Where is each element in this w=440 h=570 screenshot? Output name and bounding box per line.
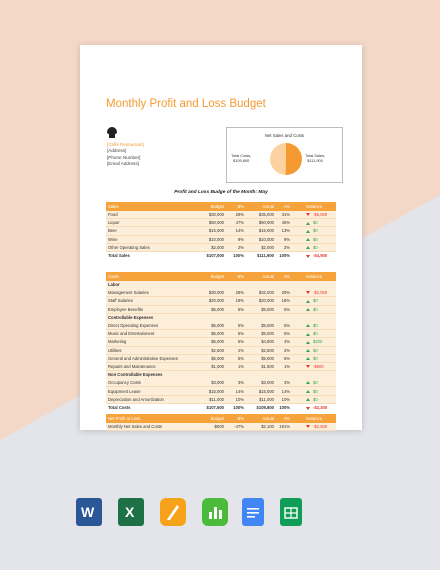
table-row xyxy=(106,297,336,305)
row-budget-pct: 28% xyxy=(226,211,246,219)
table-row xyxy=(106,403,336,411)
table-row xyxy=(106,423,336,431)
table-row xyxy=(106,395,336,403)
row-budget-pct: 19% xyxy=(226,297,246,305)
row-label: Music and Entertainment xyxy=(106,330,196,338)
header-actual: Actual xyxy=(246,202,276,211)
numbers-icon[interactable] xyxy=(202,498,228,526)
row-variance: -$4,900 xyxy=(292,251,336,259)
row-budget-pct: 47% xyxy=(226,219,246,227)
header-label: Sales xyxy=(106,202,196,211)
row-label: Liquor xyxy=(106,219,196,227)
row-budget: $107,000 xyxy=(196,251,226,259)
row-budget-pct: 5% xyxy=(226,330,246,338)
arrow-up-icon xyxy=(306,381,310,384)
chart-label-sales: Total Sales, $111,900 xyxy=(305,153,326,163)
row-budget: $5,000 xyxy=(196,321,226,329)
arrow-down-icon xyxy=(306,213,310,216)
row-label: Food xyxy=(106,211,196,219)
header-budget-pct: B% xyxy=(226,414,246,423)
row-actual-pct: 29% xyxy=(276,289,292,297)
header-variance: Variance xyxy=(292,272,336,281)
row-actual: $15,000 xyxy=(246,227,276,235)
header-budget-pct: B% xyxy=(226,202,246,211)
row-budget: $20,000 xyxy=(196,297,226,305)
row-budget: $2,000 xyxy=(196,243,226,251)
row-actual: $5,000 xyxy=(246,305,276,313)
table-row xyxy=(106,219,336,227)
row-actual-pct: 2% xyxy=(276,346,292,354)
header-label: Net Profit or Loss xyxy=(106,414,196,423)
row-actual: $5,000 xyxy=(246,330,276,338)
header-budget: Budget xyxy=(196,272,226,281)
row-variance: $0 xyxy=(292,227,336,235)
row-actual-pct: 3% xyxy=(276,379,292,387)
table-row xyxy=(106,362,336,370)
row-label: Monthly Net Sales and Costs xyxy=(106,423,196,431)
row-label: Direct Operating Expenses xyxy=(106,321,196,329)
app-icons xyxy=(76,498,366,528)
table-row xyxy=(106,330,336,338)
row-label: Management Salaries xyxy=(106,289,196,297)
row-label: Equipment Lease xyxy=(106,387,196,395)
table-row xyxy=(106,387,336,395)
row-actual: $5,000 xyxy=(246,354,276,362)
chef-hat-icon xyxy=(107,127,117,139)
arrow-up-icon xyxy=(306,238,310,241)
arrow-up-icon xyxy=(306,222,310,225)
row-label: Total Costs xyxy=(106,403,196,411)
section-label: Non Controllable Expenses xyxy=(106,371,336,379)
arrow-up-icon xyxy=(306,324,310,327)
arrow-up-icon xyxy=(306,300,310,303)
row-variance: $0 xyxy=(292,346,336,354)
arrow-down-icon xyxy=(306,291,310,294)
row-variance: -$500 xyxy=(292,362,336,370)
google-docs-icon[interactable] xyxy=(242,498,264,526)
row-actual-pct: 5% xyxy=(276,354,292,362)
arrow-up-icon xyxy=(306,308,310,311)
row-budget: $2,500 xyxy=(196,346,226,354)
row-actual-pct: 5% xyxy=(276,330,292,338)
row-budget-pct: 1% xyxy=(226,362,246,370)
row-label: Wine xyxy=(106,235,196,243)
pie-slice-sales xyxy=(286,143,302,175)
row-budget: $11,000 xyxy=(196,395,226,403)
row-budget: $5,000 xyxy=(196,338,226,346)
row-actual-pct: 2% xyxy=(276,243,292,251)
pie-chart xyxy=(226,127,343,183)
header-actual-pct: A% xyxy=(276,202,292,211)
company-phone: [Phone Number] xyxy=(107,154,141,160)
row-actual: $11,000 xyxy=(246,395,276,403)
table-row xyxy=(106,346,336,354)
arrow-down-icon xyxy=(306,255,310,258)
row-variance: -$2,000 xyxy=(292,289,336,297)
table-row xyxy=(106,379,336,387)
row-budget: -$500 xyxy=(196,423,226,431)
row-variance: $0 xyxy=(292,379,336,387)
costs-header-row xyxy=(106,272,336,281)
arrow-up-icon xyxy=(306,341,310,344)
row-budget: $5,000 xyxy=(196,330,226,338)
row-variance: -$2,300 xyxy=(292,403,336,411)
pie-svg xyxy=(269,142,303,176)
row-budget-pct: 5% xyxy=(226,338,246,346)
row-budget-pct: 5% xyxy=(226,321,246,329)
header-budget: Budget xyxy=(196,202,226,211)
row-budget-pct: 100% xyxy=(226,251,246,259)
header-actual: Actual xyxy=(246,272,276,281)
row-variance: $0 xyxy=(292,395,336,403)
net-header-row xyxy=(106,414,336,423)
row-budget-pct: 14% xyxy=(226,227,246,235)
row-budget: $15,000 xyxy=(196,387,226,395)
company-address: [Address] xyxy=(107,148,127,154)
company-name: [Grills Restaurant] xyxy=(107,142,144,147)
row-budget-pct: -47% xyxy=(226,423,246,431)
section-label: Labor xyxy=(106,281,336,289)
row-budget: $5,000 xyxy=(196,354,226,362)
row-variance: $0 xyxy=(292,297,336,305)
row-actual-pct: 100% xyxy=(276,403,292,411)
arrow-up-icon xyxy=(306,390,310,393)
row-budget-pct: 2% xyxy=(226,243,246,251)
row-label: General and Administrative Expenses xyxy=(106,354,196,362)
header-variance: Variance xyxy=(292,202,336,211)
header-actual-pct: A% xyxy=(276,272,292,281)
row-budget: $107,500 xyxy=(196,403,226,411)
table-row xyxy=(106,211,336,219)
row-variance: $0 xyxy=(292,387,336,395)
row-variance: $0 xyxy=(292,330,336,338)
pages-icon[interactable] xyxy=(160,498,186,526)
row-actual-pct: 9% xyxy=(276,235,292,243)
table-row xyxy=(106,243,336,251)
row-actual-pct: 31% xyxy=(276,211,292,219)
row-label: Marketing xyxy=(106,338,196,346)
row-actual: $20,000 xyxy=(246,297,276,305)
row-label: Depreciation and Amortization xyxy=(106,395,196,403)
arrow-down-icon xyxy=(306,365,310,368)
row-actual: $5,000 xyxy=(246,321,276,329)
row-actual-pct: 4% xyxy=(276,338,292,346)
row-budget: $30,000 xyxy=(196,289,226,297)
arrow-down-icon xyxy=(306,407,310,410)
row-actual-pct: 100% xyxy=(276,251,292,259)
row-actual: $3,000 xyxy=(246,379,276,387)
table-row xyxy=(106,338,336,346)
section-row xyxy=(106,313,336,321)
row-actual: $111,900 xyxy=(246,251,276,259)
row-variance: $0 xyxy=(292,219,336,227)
row-actual-pct: 5% xyxy=(276,321,292,329)
header-budget-pct: B% xyxy=(226,272,246,281)
company-email: [Email Address] xyxy=(107,161,139,167)
chart-label-costs: Total Costs, $109,800 xyxy=(231,153,252,163)
row-actual: $32,000 xyxy=(246,289,276,297)
section-row xyxy=(106,281,336,289)
row-actual: $2,500 xyxy=(246,346,276,354)
header-actual: Actual xyxy=(246,414,276,423)
row-actual-pct: 13% xyxy=(276,227,292,235)
net-table xyxy=(106,414,336,431)
google-sheets-icon[interactable] xyxy=(280,498,302,526)
row-budget-pct: 2% xyxy=(226,346,246,354)
table-row xyxy=(106,251,336,259)
row-label: Staff Salaries xyxy=(106,297,196,305)
row-variance: $0 xyxy=(292,235,336,243)
row-budget-pct: 5% xyxy=(226,305,246,313)
header-label: Costs xyxy=(106,272,196,281)
arrow-down-icon xyxy=(306,425,310,428)
row-budget: $1,000 xyxy=(196,362,226,370)
row-budget-pct: 9% xyxy=(226,235,246,243)
row-budget-pct: 3% xyxy=(226,379,246,387)
row-variance: $200 xyxy=(292,338,336,346)
row-variance: -$2,600 xyxy=(292,423,336,431)
row-label: Total Sales xyxy=(106,251,196,259)
table-row xyxy=(106,321,336,329)
row-budget-pct: 28% xyxy=(226,289,246,297)
section-row xyxy=(106,371,336,379)
row-actual: $109,800 xyxy=(246,403,276,411)
sales-header-row xyxy=(106,202,336,211)
header-variance: Variance xyxy=(292,414,336,423)
row-actual: $15,000 xyxy=(246,387,276,395)
row-budget-pct: 5% xyxy=(226,354,246,362)
table-row xyxy=(106,289,336,297)
costs-table xyxy=(106,272,336,412)
document-page xyxy=(80,45,362,430)
row-actual-pct: 14% xyxy=(276,387,292,395)
row-budget-pct: 14% xyxy=(226,387,246,395)
company-info xyxy=(107,142,144,168)
row-variance: $0 xyxy=(292,321,336,329)
arrow-up-icon xyxy=(306,246,310,249)
arrow-up-icon xyxy=(306,398,310,401)
row-label: Utilities xyxy=(106,346,196,354)
table-row xyxy=(106,227,336,235)
table-row xyxy=(106,354,336,362)
excel-icon[interactable]: X xyxy=(118,498,144,526)
table-row xyxy=(106,305,336,313)
header-actual-pct: A% xyxy=(276,414,292,423)
sales-table xyxy=(106,202,336,260)
pie-slice-costs xyxy=(270,143,286,175)
row-label: Occupancy Costs xyxy=(106,379,196,387)
row-budget: $15,000 xyxy=(196,227,226,235)
row-actual-pct: 5% xyxy=(276,305,292,313)
row-variance: -$5,000 xyxy=(292,211,336,219)
word-icon[interactable]: W xyxy=(76,498,102,526)
row-actual: $2,100 xyxy=(246,423,276,431)
table-row xyxy=(106,235,336,243)
row-variance: $0 xyxy=(292,354,336,362)
row-budget: $50,000 xyxy=(196,219,226,227)
row-actual-pct: 45% xyxy=(276,219,292,227)
row-actual-pct: 191% xyxy=(276,423,292,431)
row-actual-pct: 10% xyxy=(276,395,292,403)
row-actual: $2,000 xyxy=(246,243,276,251)
row-budget: $10,000 xyxy=(196,235,226,243)
row-variance: $0 xyxy=(292,243,336,251)
row-actual: $1,500 xyxy=(246,362,276,370)
document-title: Monthly Profit and Loss Budget xyxy=(106,98,266,110)
arrow-up-icon xyxy=(306,230,310,233)
arrow-up-icon xyxy=(306,357,310,360)
row-budget: $5,000 xyxy=(196,305,226,313)
row-actual: $50,000 xyxy=(246,219,276,227)
row-actual: $10,000 xyxy=(246,235,276,243)
row-actual: $4,800 xyxy=(246,338,276,346)
header-budget: Budget xyxy=(196,414,226,423)
row-budget-pct: 10% xyxy=(226,395,246,403)
row-budget-pct: 100% xyxy=(226,403,246,411)
row-actual-pct: 1% xyxy=(276,362,292,370)
row-budget: $30,000 xyxy=(196,211,226,219)
row-label: Other Operating Sales xyxy=(106,243,196,251)
row-label: Beer xyxy=(106,227,196,235)
arrow-up-icon xyxy=(306,333,310,336)
row-actual-pct: 18% xyxy=(276,297,292,305)
section-label: Controllable Expenses xyxy=(106,313,336,321)
table-subtitle: Profit and Loss Budge of the Month: May xyxy=(174,190,268,195)
chart-title: Net Sales and Costs xyxy=(264,133,305,138)
row-label: Repairs and Maintenance xyxy=(106,362,196,370)
arrow-up-icon xyxy=(306,349,310,352)
row-variance: $0 xyxy=(292,305,336,313)
row-actual: $35,000 xyxy=(246,211,276,219)
row-label: Employee Benefits xyxy=(106,305,196,313)
row-budget: $3,000 xyxy=(196,379,226,387)
